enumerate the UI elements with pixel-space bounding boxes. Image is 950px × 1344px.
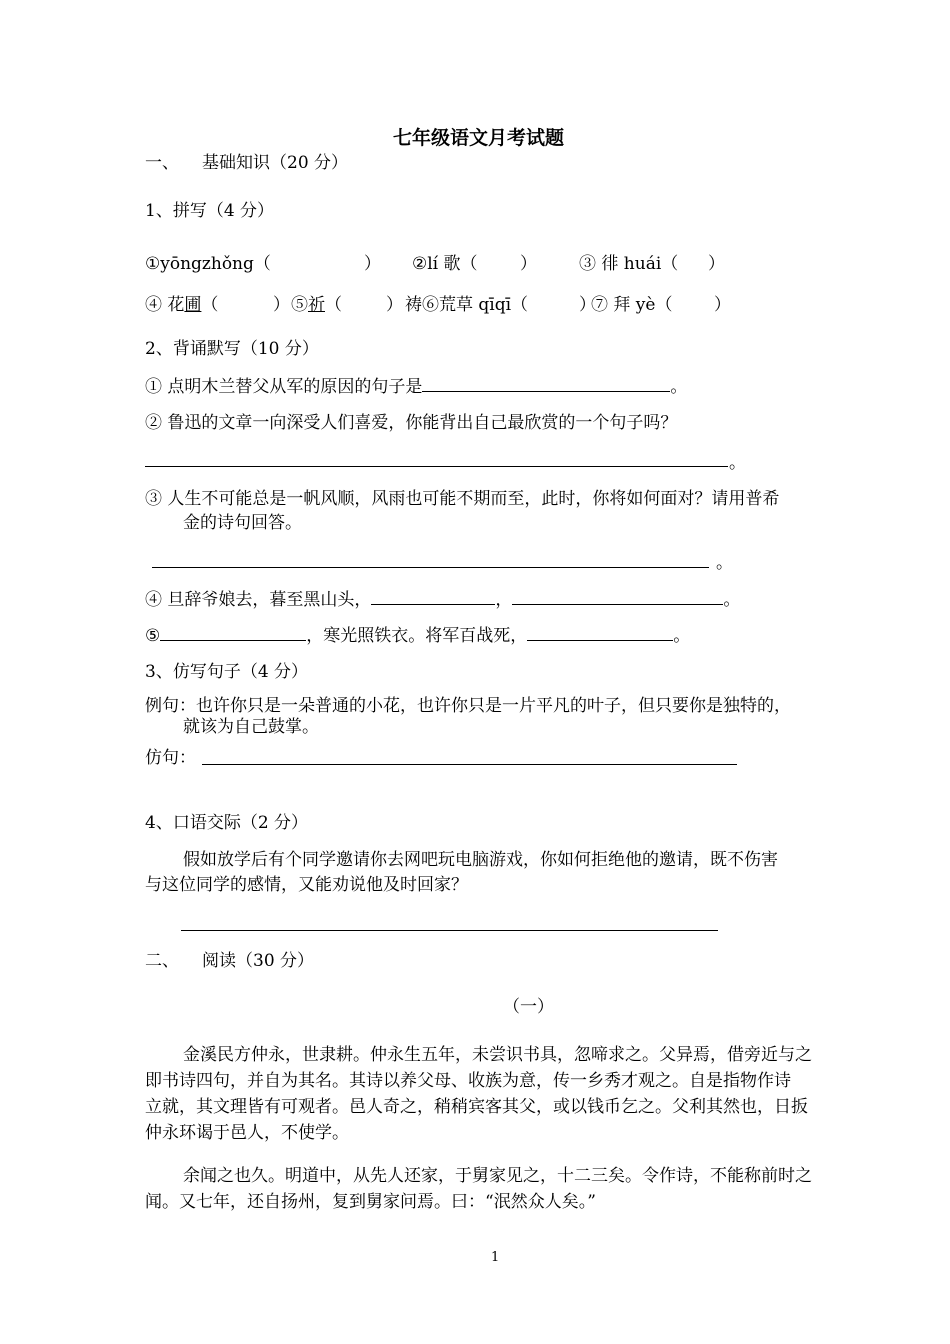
q2-item-1-blank[interactable] (422, 375, 670, 392)
reading-1-p2-line1: 余闻之也久。明道中，从先人还家，于舅家见之，十二三矣。令作诗，不能称前时之 (183, 1166, 812, 1186)
q1-item-a-close: ） (364, 254, 381, 274)
q1-item-a: ①yōngzhǒng（ (145, 254, 271, 274)
q2-item-5-blank-1[interactable] (160, 624, 306, 641)
q1-item-f: 祷⑥荒草 qīqī（ (405, 295, 529, 315)
section-1-heading: 基础知识（20 分） (202, 153, 349, 173)
q1-item-g: ⑦ 拜 yè（ (591, 295, 673, 315)
q2-item-1: ① 点明木兰替父从军的原因的句子是 。 (145, 377, 688, 397)
page-title: 七年级语文月考试题 (393, 127, 565, 149)
q1-item-d: ④ 花圃（ (145, 295, 219, 315)
q3-example-line1: 例句：也许你只是一朵普通的小花，也许你只是一片平凡的叶子，但只要你是独特的， (145, 696, 791, 716)
q2-item-3-line2: 金的诗句回答。 (183, 513, 302, 533)
q2-item-2: ② 鲁迅的文章一向深受人们喜爱，你能背出自己最欣赏的一个句子吗？ (145, 413, 678, 433)
q1-item-e-char: 祈 (308, 295, 325, 315)
q1-heading: 1、拼写（4 分） (145, 201, 275, 221)
q1-item-f-close: ） (579, 295, 596, 315)
reading-1-p1-line4: 仲永环谒于邑人，不使学。 (145, 1123, 349, 1143)
q4-heading: 4、口语交际（2 分） (145, 813, 309, 833)
q2-item-4-blank-1[interactable] (371, 588, 495, 605)
q2-item-2-blank[interactable] (145, 466, 728, 467)
section-2-heading: 阅读（30 分） (202, 951, 315, 971)
q1-item-b: ②lí 歌（ (412, 254, 478, 274)
section-1-number: 一、 (145, 153, 179, 173)
q2-item-4: ④ 旦辞爷娘去，暮至黑山头， ， 。 (145, 590, 741, 610)
reading-1-p1-line3: 立就，其文理皆有可观者。邑人奇之，稍稍宾客其父，或以钱币乞之。父利其然也，日扳 (145, 1097, 808, 1117)
q1-item-e: ⑤祈（ (291, 295, 342, 315)
q1-item-d-close: ） (273, 295, 290, 315)
q3-imitation-label: 仿句： (145, 748, 196, 768)
section-2-number: 二、 (145, 951, 179, 971)
reading-1-p1-line1: 金溪民方仲永，世隶耕。仲永生五年，未尝识书具，忽啼求之。父异焉，借旁近与之 (183, 1045, 812, 1065)
reading-1-p2-line2: 闻。又七年，还自扬州，复到舅家问焉。曰：“泯然众人矣。” (145, 1192, 596, 1212)
q2-item-4-blank-2[interactable] (512, 588, 723, 605)
page-number: 1 (491, 1250, 500, 1265)
q1-item-e-close: ） (386, 295, 403, 315)
q2-item-3-period: 。 (716, 553, 733, 573)
q4-prompt-line1: 假如放学后有个同学邀请你去网吧玩电脑游戏，你如何拒绝他的邀请，既不伤害 (183, 850, 778, 870)
q2-heading: 2、背诵默写（10 分） (145, 339, 319, 359)
q1-item-c: ③ 徘 huái（ (579, 254, 679, 274)
q3-imitation-blank[interactable] (202, 764, 737, 765)
q1-item-b-close: ） (520, 254, 537, 274)
q1-item-g-close: ） (714, 295, 731, 315)
reading-1-p1-line2: 即书诗四句，并自为其名。其诗以养父母、收族为意，传一乡秀才观之。自是指物作诗 (145, 1071, 791, 1091)
reading-1-subheading: （一） (503, 997, 554, 1017)
q2-item-2-period: 。 (729, 453, 746, 473)
q2-item-5: ⑤ ，寒光照铁衣。将军百战死， 。 (145, 626, 691, 646)
q4-prompt-line2: 与这位同学的感情，又能劝说他及时回家？ (145, 875, 468, 895)
q4-answer-blank[interactable] (181, 930, 718, 931)
q1-item-c-close: ） (708, 254, 725, 274)
q2-item-3-blank[interactable] (152, 567, 709, 568)
q3-heading: 3、仿写句子（4 分） (145, 662, 309, 682)
q2-item-5-blank-2[interactable] (527, 624, 673, 641)
q3-example-line2: 就该为自己鼓掌。 (183, 717, 319, 737)
q2-item-3-line1: ③ 人生不可能总是一帆风顺，风雨也可能不期而至，此时，你将如何面对？请用普希 (145, 489, 780, 509)
q1-item-d-char: 圃 (184, 295, 202, 315)
